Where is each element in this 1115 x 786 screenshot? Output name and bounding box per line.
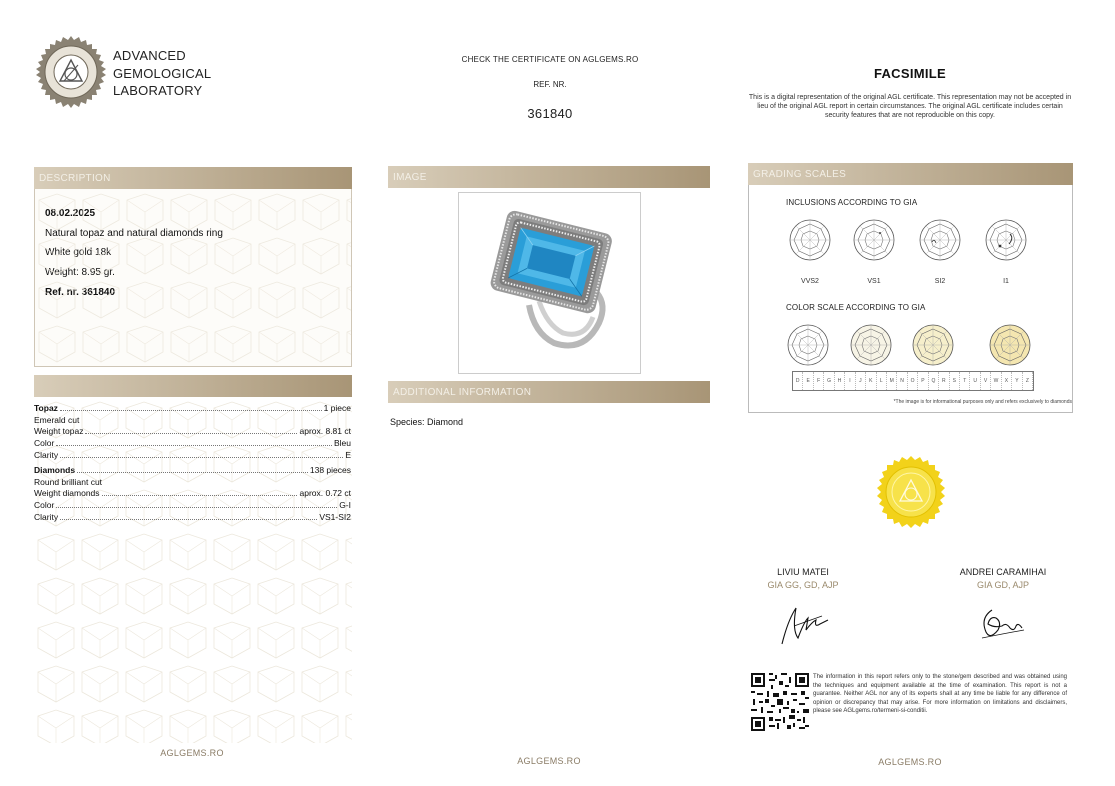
color-grade: W bbox=[991, 372, 1001, 390]
spec-row bbox=[34, 488, 351, 499]
ring-illustration bbox=[459, 193, 640, 373]
color-grade: V bbox=[981, 372, 991, 390]
inclusion-label: I1 bbox=[1003, 278, 1009, 285]
color-grade: E bbox=[803, 372, 813, 390]
species-text: Species: Diamond bbox=[390, 417, 464, 427]
lab-name bbox=[113, 47, 211, 100]
inclusion-label: VVS2 bbox=[801, 278, 819, 285]
color-grade: T bbox=[960, 372, 970, 390]
description-header: DESCRIPTION bbox=[34, 167, 352, 189]
inclusion-label: VS1 bbox=[867, 278, 881, 285]
agl-seal-logo bbox=[34, 35, 108, 109]
spec-key: Color bbox=[34, 500, 55, 510]
disclaimer-text: The information in this report refers only to the stone/gem described and was obtained using the techniques and equipment available at the time of examination. This report is not a guarantee. Neither AGL nor any of its experts shall at any time be liable for any difference of opinion or discrepancy that may arise. For more information on limitations and disclaimers, please see AGLgems.ro/termeni-si-conditii. bbox=[813, 674, 1067, 714]
spec-key: Round brilliant cut bbox=[34, 477, 103, 487]
spec-row bbox=[34, 438, 351, 449]
specs-header bbox=[34, 375, 352, 397]
color-grade: K bbox=[866, 372, 876, 390]
spec-row bbox=[34, 512, 351, 523]
inclusions-title: INCLUSIONS ACCORDING TO GIA bbox=[786, 198, 918, 207]
spec-row bbox=[34, 450, 351, 461]
color-diamond-icon bbox=[911, 323, 955, 367]
inclusion-diamond-icon bbox=[852, 218, 896, 262]
footer-website[interactable]: AGLGEMS.RO bbox=[878, 757, 942, 767]
spec-row bbox=[34, 415, 351, 426]
color-diamond-icon bbox=[786, 323, 830, 367]
color-grade: O bbox=[908, 372, 918, 390]
footer-website[interactable]: AGLGEMS.RO bbox=[160, 748, 224, 758]
signer-credentials: GIA GD, AJP bbox=[976, 580, 1030, 590]
grading-note: *The image is for informational purposes only and refers exclusively to diamonds bbox=[893, 399, 1072, 405]
spec-row bbox=[34, 477, 351, 488]
additional-info-header: ADDITIONAL INFORMATION bbox=[388, 381, 710, 403]
color-grade: N bbox=[897, 372, 907, 390]
inclusion-diamond-icon bbox=[788, 218, 832, 262]
signer-name: ANDREI CARAMIHAI bbox=[959, 567, 1047, 577]
spec-value: G-I bbox=[339, 500, 351, 510]
gold-seal-icon bbox=[872, 455, 950, 533]
footer-website[interactable]: AGLGEMS.RO bbox=[517, 756, 581, 766]
color-scale-title: COLOR SCALE ACCORDING TO GIA bbox=[786, 303, 926, 312]
facsimile-title: FACSIMILE bbox=[873, 66, 947, 81]
inclusion-label: SI2 bbox=[934, 278, 946, 285]
ring-image bbox=[458, 192, 641, 374]
spec-key: Emerald cut bbox=[34, 415, 80, 425]
color-grade: S bbox=[950, 372, 960, 390]
color-grade: F bbox=[814, 372, 824, 390]
background-pattern bbox=[35, 190, 351, 366]
color-grade: G bbox=[824, 372, 834, 390]
color-diamond-icon bbox=[988, 323, 1032, 367]
color-grade: M bbox=[887, 372, 897, 390]
color-grade: U bbox=[970, 372, 980, 390]
color-grade: Z bbox=[1023, 372, 1033, 390]
image-header: IMAGE bbox=[388, 166, 710, 188]
ref-number: 361840 bbox=[527, 106, 573, 121]
spec-key: Weight topaz bbox=[34, 426, 84, 436]
color-grade: P bbox=[918, 372, 928, 390]
color-grade: X bbox=[1002, 372, 1012, 390]
spec-key: Diamonds bbox=[34, 465, 76, 475]
spec-key: Weight diamonds bbox=[34, 488, 100, 498]
color-grade: D bbox=[793, 372, 803, 390]
color-scale-bar bbox=[792, 371, 1034, 391]
lab-name-line: GEMOLOGICAL bbox=[113, 65, 212, 81]
signer-name: LIVIU MATEI bbox=[777, 567, 829, 577]
color-grade: H bbox=[835, 372, 845, 390]
qr-code-icon[interactable] bbox=[751, 673, 809, 731]
spec-value: aprox. 8.81 ct bbox=[299, 426, 351, 436]
color-grade: J bbox=[856, 372, 866, 390]
spec-row bbox=[34, 500, 351, 511]
spec-key: Clarity bbox=[34, 512, 59, 522]
lab-name-line: ADVANCED bbox=[113, 48, 186, 63]
signature-image bbox=[972, 598, 1042, 648]
grading-scales-header: GRADING SCALES bbox=[748, 163, 1073, 185]
color-diamond-icon bbox=[849, 323, 893, 367]
color-grade: Q bbox=[929, 372, 939, 390]
spec-row bbox=[34, 403, 351, 414]
spec-value: E bbox=[345, 450, 351, 460]
inclusion-diamond-icon bbox=[984, 218, 1028, 262]
check-certificate-text: CHECK THE CERTIFICATE ON AGLGEMS.RO bbox=[461, 55, 639, 64]
color-grade: Y bbox=[1012, 372, 1022, 390]
ref-label: REF. NR. bbox=[533, 80, 567, 89]
signer-credentials: GIA GG, GD, AJP bbox=[767, 580, 839, 590]
spec-value: VS1-SI2 bbox=[319, 512, 351, 522]
spec-value: Bleu bbox=[333, 438, 351, 448]
spec-value: 1 piece bbox=[323, 403, 351, 413]
spec-key: Topaz bbox=[34, 403, 58, 413]
spec-value: 138 pieces bbox=[309, 465, 351, 475]
color-grade: L bbox=[877, 372, 887, 390]
spec-key: Color bbox=[34, 438, 55, 448]
spec-key: Clarity bbox=[34, 450, 59, 460]
spec-value: aprox. 0.72 ct bbox=[299, 488, 351, 498]
spec-row bbox=[34, 465, 351, 476]
signature-image bbox=[774, 600, 844, 650]
lab-name-line: LABORATORY bbox=[113, 83, 203, 98]
color-grade: I bbox=[845, 372, 855, 390]
spec-row bbox=[34, 426, 351, 437]
color-grade: R bbox=[939, 372, 949, 390]
inclusion-diamond-icon bbox=[918, 218, 962, 262]
facsimile-text: This is a digital representation of the original AGL certificate. This representation may not be accepted in lieu of the original AGL report in certain circumstances. The original AGL certificate includes certain security features that are not reproducible on this copy. bbox=[748, 94, 1072, 120]
